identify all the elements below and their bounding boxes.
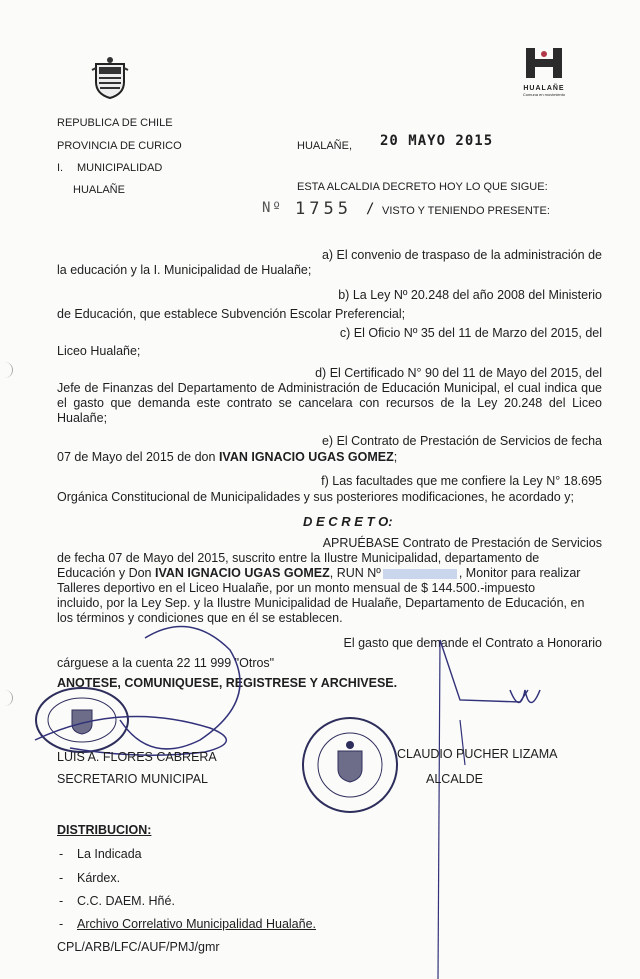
considerando-c-rest: Liceo Hualañe; (57, 344, 141, 358)
distribution-item-2: Kárdex. (77, 871, 121, 885)
decree-number-prefix: Nº (262, 200, 283, 216)
secretary-seal (32, 686, 132, 754)
resolution (57, 536, 602, 626)
initials: CPL/ARB/LFC/AUF/PMJ/gmr (57, 940, 220, 954)
distribution-dash-3: - (59, 894, 64, 908)
considerando-b-rest: de Educación, que establece Subvención Escolar Preferencial; (57, 307, 406, 321)
resolution-text: Educación y Don (57, 566, 155, 580)
considerando-a-lead: a) El convenio de traspaso de la administración de (321, 248, 602, 262)
decree-intro: ESTA ALCALDIA DECRETO HOY LO QUE SIGUE: (297, 181, 548, 193)
date-place: HUALAÑE, (297, 140, 353, 152)
resolution-contractor-name: IVAN IGNACIO UGAS GOMEZ (154, 566, 330, 580)
resolution-line-4: incluido, por la Ley Sep. y la Ilustre Municipalidad de Hualañe, Departamento de Educación, en (57, 596, 585, 610)
considerando-b (57, 288, 602, 322)
header-city: HUALAÑE (73, 184, 125, 196)
considerando-e-rest (57, 450, 602, 465)
considerando-b-lead: b) La Ley Nº 20.248 del año 2008 del Ministerio (338, 288, 602, 302)
mayor-seal-icon (300, 715, 400, 815)
header-province: PROVINCIA DE CURICO (57, 140, 182, 152)
header-country: REPUBLICA DE CHILE (57, 117, 173, 129)
considerando-e-lead: e) El Contrato de Prestación de Servicios de fecha (321, 434, 602, 448)
closing-formula: ANOTESE, COMUNIQUESE, REGISTRESE Y ARCHIVESE. (57, 676, 398, 690)
considerando-f-lead: f) Las facultades que me confiere la Ley N° 18.695 (321, 474, 602, 488)
considerando-c-lead: c) El Oficio Nº 35 del 11 de Marzo del 2015, del (339, 326, 602, 340)
secretary-title: SECRETARIO MUNICIPAL (57, 772, 208, 786)
decree-number-suffix: / (366, 201, 377, 217)
resolution-line-2 (57, 566, 602, 581)
considerando-f-rest: Orgánica Constitucional de Municipalidades y sus posteriores modificaciones, he acordado y; (57, 490, 574, 504)
mayor-name: CLAUDIO PUCHER LIZAMA (397, 747, 558, 761)
decree-date: 20 MAYO 2015 (380, 133, 494, 149)
considerando-a-rest: la educación y la I. Municipalidad de Hualañe; (57, 263, 312, 277)
considerando-e-text: 07 de Mayo del 2015 de don (57, 450, 219, 464)
considerando-d (57, 366, 602, 426)
logo-name: HUALAÑE (523, 85, 565, 92)
hualane-logo (522, 46, 566, 106)
distribution-item-1: La Indicada (77, 847, 142, 861)
distribution-dash-4: - (59, 917, 64, 931)
distribution-item-3: C.C. DAEM. Hñé. (77, 894, 175, 908)
contractor-name: IVAN IGNACIO UGAS GOMEZ (218, 450, 394, 464)
distribution-title: DISTRIBUCION: (57, 823, 152, 837)
gasto-rest: cárguese a la cuenta 22 11 999 "Otros" (57, 656, 275, 670)
mayor-seal (300, 715, 400, 815)
punch-mark-top (0, 362, 13, 378)
distribution-dash-2: - (59, 871, 64, 885)
resolution-role: , Monitor para realizar (458, 566, 581, 580)
resolution-lead: APRUÉBASE Contrato de Prestación de Servicios (322, 536, 602, 550)
logo-tagline: Comuna en movimiento (522, 92, 566, 97)
distribution-item-4: Archivo Correlativo Municipalidad Hualañe. (77, 917, 317, 931)
decree-number: 1755 (295, 199, 352, 219)
considerando-a (57, 248, 602, 278)
considerando-f (57, 474, 602, 505)
decreto-title: D E C R E T O: (303, 514, 393, 529)
visto-text: VISTO Y TENIENDO PRESENTE: (382, 205, 550, 217)
secretary-name: LUIS A. FLORES CABRERA (57, 750, 217, 764)
resolution-line-3: Talleres deportivo en el Liceo Hualañe, por un monto mensual de $ 144.500.-impuesto (57, 581, 536, 595)
considerando-c (57, 326, 602, 359)
considerando-d-lead: d) El Certificado N° 90 del 11 de Mayo del 2015, del (315, 366, 602, 380)
coat-of-arms-icon (90, 56, 130, 100)
mayor-title: ALCALDE (426, 772, 483, 786)
resolution-run-label: , RUN Nº (329, 566, 381, 580)
header-muni: MUNICIPALIDAD (77, 162, 163, 174)
considerando-e-end: ; (393, 450, 398, 464)
redacted-run (383, 569, 457, 579)
header-muni-prefix: I. (57, 162, 64, 174)
gasto (57, 636, 602, 671)
hualane-h-icon (522, 46, 566, 80)
considerando-d-rest: Jefe de Finanzas del Departamento de Administración de Educación Municipal, el cual indica que el gasto que demanda este contrato se cancelara con recursos de la Ley 20.248 del Liceo Hualañe; (57, 381, 602, 425)
considerando-e (57, 434, 602, 465)
distribution-dash-1: - (59, 847, 64, 861)
punch-mark-bottom (0, 690, 13, 706)
resolution-line-1: de fecha 07 de Mayo del 2015, suscrito entre la Ilustre Municipalidad, departamento de (57, 551, 540, 565)
coat-of-arms-logo (90, 56, 130, 100)
resolution-line-5: los términos y condiciones que en él se establecen. (57, 611, 343, 625)
secretary-seal-icon (32, 686, 132, 754)
gasto-lead: El gasto que demande el Contrato a Honorario (343, 636, 602, 650)
